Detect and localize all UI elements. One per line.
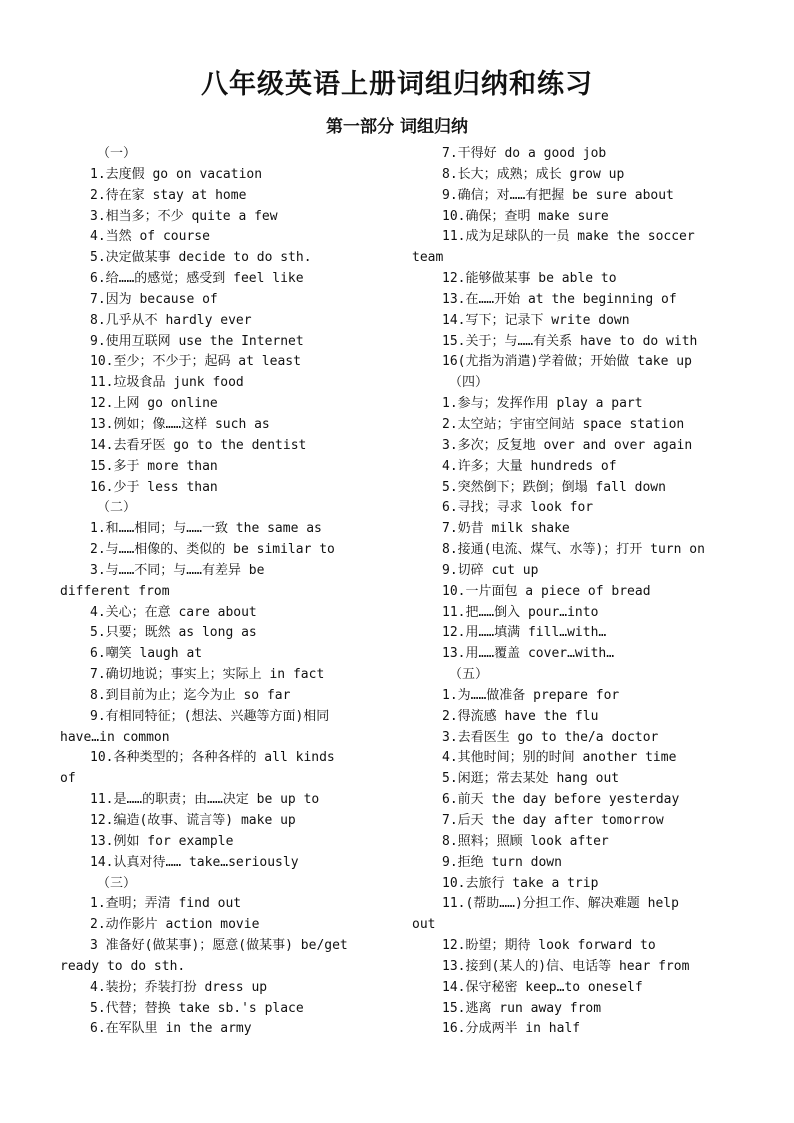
phrase-item: 13.例如；像……这样 such as [90, 416, 270, 432]
phrase-item: 13.例如 for example [90, 833, 234, 849]
phrase-item: 3.相当多；不少 quite a few [90, 208, 278, 224]
phrase-item: 4.装扮；乔装打扮 dress up [90, 979, 268, 995]
phrase-item: 10.一片面包 a piece of bread [442, 583, 651, 599]
phrase-item: 8.照料；照顾 look after [442, 833, 609, 849]
section-heading: （一） [97, 146, 137, 161]
phrase-item: 8.接通(电流、煤气、水等)；打开 turn on [442, 542, 705, 558]
left-column [60, 144, 390, 1040]
phrase-item: 15.关于；与……有关系 have to do with [442, 333, 698, 349]
phrase-item: 3.多次；反复地 over and over again [442, 437, 693, 453]
phrase-item: 11.是……的职责；由……决定 be up to [90, 792, 320, 808]
phrase-item: 5.只要；既然 as long as [90, 625, 257, 641]
phrase-item: 14.去看牙医 go to the dentist [90, 437, 307, 453]
phrase-item: different from [60, 583, 170, 599]
phrase-item: 8.几乎从不 hardly ever [90, 312, 252, 328]
phrase-item: 12.上网 go online [90, 396, 218, 412]
phrase-item: 12.能够做某事 be able to [442, 271, 617, 287]
phrase-item: 13.接到(某人的)信、电话等 hear from [442, 958, 690, 974]
phrase-item: 6.前天 the day before yesterday [442, 792, 680, 808]
phrase-item: 9.确信；对……有把握 be sure about [442, 187, 674, 203]
phrase-item: 13.在……开始 at the beginning of [442, 291, 677, 307]
phrase-item: of [60, 771, 76, 787]
phrase-item: 5.代替；替换 take sb.'s place [90, 1000, 304, 1016]
phrase-item: out [412, 917, 436, 933]
phrase-item: 6.在军队里 in the army [90, 1021, 252, 1037]
phrase-item: 11.把……倒入 pour…into [442, 604, 599, 620]
phrase-item: 12.盼望；期待 look forward to [442, 938, 656, 954]
phrase-item: 16.分成两半 in half [442, 1021, 581, 1037]
document-title: 八年级英语上册词组归纳和练习 [201, 69, 593, 100]
phrase-item: 2.待在家 stay at home [90, 187, 247, 203]
phrase-item: 9.拒绝 turn down [442, 854, 562, 870]
phrase-item: 1.去度假 go on vacation [90, 166, 263, 182]
phrase-item: 6.嘲笑 laugh at [90, 646, 203, 662]
phrase-item: 9.有相同特征；(想法、兴趣等方面)相同 [90, 708, 330, 724]
phrase-item: 2.得流感 have the flu [442, 708, 599, 724]
phrase-item: 5.突然倒下；跌倒；倒塌 fall down [442, 479, 666, 495]
phrase-item: team [412, 250, 444, 266]
phrase-item: 1.参与；发挥作用 play a part [442, 396, 643, 412]
phrase-item: 10.各种类型的；各种各样的 all kinds [90, 750, 335, 766]
phrase-item: 8.长大；成熟；成长 grow up [442, 166, 625, 182]
section-heading: （二） [97, 500, 137, 516]
phrase-item: have…in common [60, 729, 170, 745]
phrase-item: 3.去看医生 go to the/a doctor [442, 729, 659, 745]
phrase-item: 11.成为足球队的一员 make the soccer [442, 229, 695, 245]
phrase-item: 10.去旅行 take a trip [442, 875, 599, 891]
phrase-item: 7.因为 because of [90, 291, 218, 307]
section-heading: （五） [449, 667, 489, 683]
phrase-item: 3.与……不同；与……有差异 be [90, 562, 265, 578]
phrase-item: 6.给……的感觉；感受到 feel like [90, 271, 304, 287]
phrase-item: 7.后天 the day after tomorrow [442, 813, 664, 828]
phrase-item: 8.到目前为止；迄今为止 so far [90, 687, 291, 703]
phrase-item: 9.使用互联网 use the Internet [90, 333, 304, 349]
phrase-item: 4.许多；大量 hundreds of [442, 458, 617, 474]
phrase-item: 14.保守秘密 keep…to oneself [442, 979, 643, 995]
phrase-item: 5.决定做某事 decide to do sth. [90, 250, 312, 266]
section-heading: （四） [449, 375, 489, 391]
phrase-item: 13.用……覆盖 cover…with… [442, 646, 615, 662]
phrase-item: 15.多于 more than [90, 458, 218, 474]
phrase-item: 4.其他时间；别的时间 another time [442, 750, 677, 766]
phrase-item: 1.为……做准备 prepare for [442, 687, 620, 703]
phrase-item: 16.少于 less than [90, 479, 218, 495]
phrase-item: 1.和……相同；与……一致 the same as [90, 521, 322, 537]
phrase-item: 10.确保；查明 make sure [442, 208, 609, 224]
phrase-item: 9.切碎 cut up [442, 562, 539, 578]
phrase-item: 15.逃离 run away from [442, 1000, 602, 1016]
phrase-item: 7.确切地说；事实上；实际上 in fact [90, 667, 325, 683]
phrase-item: 12.编造(故事、谎言等) make up [90, 813, 296, 828]
phrase-item: 16(尤指为消遣)学着做；开始做 take up [442, 354, 692, 370]
section-subtitle: 第一部分 词组归纳 [326, 117, 468, 137]
phrase-item: 3 准备好(做某事)；愿意(做某事) be/get [90, 938, 348, 954]
phrase-item: 7.干得好 do a good job [442, 146, 607, 161]
phrase-item: 2.与……相像的、类似的 be similar to [90, 542, 335, 558]
phrase-item: 14.写下；记录下 write down [442, 312, 630, 328]
phrase-item: 7.奶昔 milk shake [442, 521, 570, 537]
section-heading: （三） [97, 875, 137, 891]
phrase-item: 1.查明；弄清 find out [90, 896, 242, 912]
phrase-item: 10.至少；不少于；起码 at least [90, 354, 301, 370]
phrase-item: 5.闲逛；常去某处 hang out [442, 771, 620, 787]
phrase-item: 12.用……填满 fill…with… [442, 625, 607, 641]
phrase-item: 6.寻找；寻求 look for [442, 500, 594, 516]
right-column [412, 144, 742, 1040]
phrase-item: 14.认真对待…… take…seriously [90, 854, 299, 870]
phrase-item: 4.当然 of course [90, 229, 210, 245]
phrase-item: 2.动作影片 action movie [90, 917, 260, 933]
phrase-item: 11.(帮助……)分担工作、解决难题 help [442, 896, 679, 912]
phrase-item: 4.关心；在意 care about [90, 604, 257, 620]
phrase-item: ready to do sth. [60, 958, 186, 974]
phrase-item: 11.垃圾食品 junk food [90, 375, 244, 391]
phrase-item: 2.太空站；宇宙空间站 space station [442, 416, 685, 432]
